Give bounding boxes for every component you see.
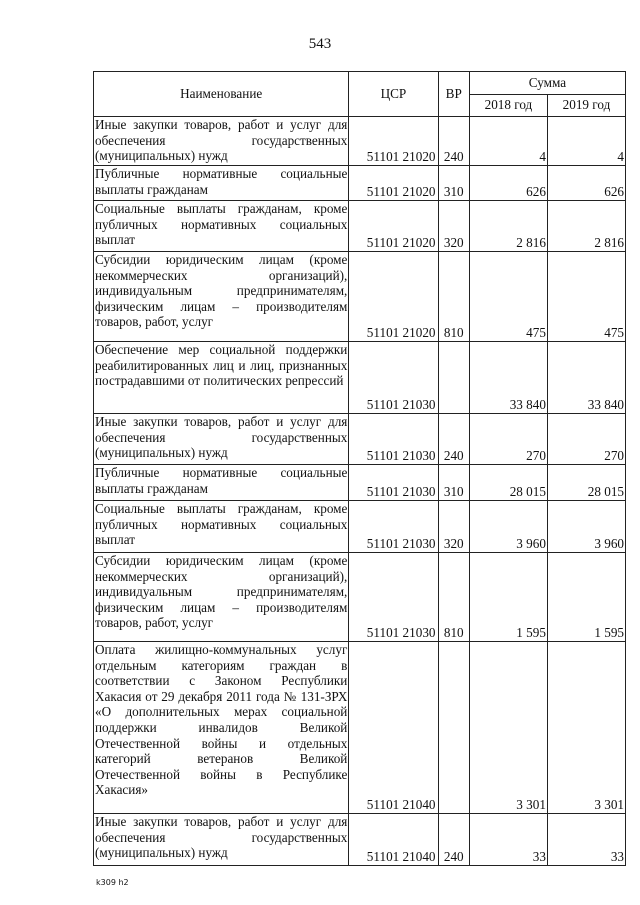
header-sum: Сумма <box>469 72 625 95</box>
row-name: Публичные нормативные социальные выплаты гражданам <box>94 465 349 501</box>
row-sum-2019: 33 840 <box>547 342 625 414</box>
table-row <box>94 342 626 414</box>
row-name: Обеспечение мер социальной поддержки реабилитированных лиц и лиц, признанных пострадавшими от политических репрессий <box>94 342 349 414</box>
row-sum-2019: 1 595 <box>547 553 625 642</box>
row-vr: 240 <box>438 414 469 465</box>
header-year-2018: 2018 год <box>469 94 547 117</box>
table-row <box>94 166 626 201</box>
header-year-2019: 2019 год <box>547 94 625 117</box>
row-sum-2019: 475 <box>547 252 625 342</box>
row-vr <box>438 642 469 814</box>
row-csr: 51101 21030 <box>349 342 438 414</box>
row-name: Субсидии юридическим лицам (кроме некоммерческих организаций), индивидуальным предпринимателям, физическим лицам – производителям товаров, работ, услуг <box>94 553 349 642</box>
row-csr: 51101 21030 <box>349 465 438 501</box>
table-row <box>94 553 626 642</box>
row-vr: 240 <box>438 814 469 866</box>
row-csr: 51101 21020 <box>349 201 438 252</box>
row-sum-2018: 475 <box>469 252 547 342</box>
row-sum-2019: 270 <box>547 414 625 465</box>
table-row <box>94 501 626 553</box>
table-row <box>94 252 626 342</box>
row-csr: 51101 21020 <box>349 117 438 166</box>
row-name: Социальные выплаты гражданам, кроме публичных нормативных социальных выплат <box>94 501 349 553</box>
row-sum-2019: 4 <box>547 117 625 166</box>
row-vr: 320 <box>438 201 469 252</box>
row-vr <box>438 342 469 414</box>
footer-code: k309 h2 <box>96 878 129 887</box>
row-vr: 310 <box>438 166 469 201</box>
row-csr: 51101 21040 <box>349 814 438 866</box>
row-csr: 51101 21030 <box>349 414 438 465</box>
row-name: Социальные выплаты гражданам, кроме публичных нормативных социальных выплат <box>94 201 349 252</box>
row-sum-2018: 33 840 <box>469 342 547 414</box>
table-row <box>94 414 626 465</box>
row-sum-2019: 626 <box>547 166 625 201</box>
row-csr: 51101 21020 <box>349 166 438 201</box>
header-name: Наименование <box>94 72 349 117</box>
row-sum-2018: 270 <box>469 414 547 465</box>
row-csr: 51101 21030 <box>349 501 438 553</box>
table-row <box>94 814 626 866</box>
row-name: Иные закупки товаров, работ и услуг для обеспечения государственных (муниципальных) нужд <box>94 814 349 866</box>
row-sum-2019: 33 <box>547 814 625 866</box>
row-sum-2018: 3 301 <box>469 642 547 814</box>
row-name: Иные закупки товаров, работ и услуг для обеспечения государственных (муниципальных) нужд <box>94 117 349 166</box>
header-csr: ЦСР <box>349 72 438 117</box>
row-sum-2019: 28 015 <box>547 465 625 501</box>
row-sum-2019: 3 301 <box>547 642 625 814</box>
row-sum-2018: 4 <box>469 117 547 166</box>
row-name: Публичные нормативные социальные выплаты гражданам <box>94 166 349 201</box>
row-sum-2018: 33 <box>469 814 547 866</box>
row-vr: 240 <box>438 117 469 166</box>
row-name: Субсидии юридическим лицам (кроме некоммерческих организаций), индивидуальным предпринимателям, физическим лицам – производителям товаров, работ, услуг <box>94 252 349 342</box>
table-row <box>94 642 626 814</box>
row-sum-2019: 3 960 <box>547 501 625 553</box>
row-sum-2018: 626 <box>469 166 547 201</box>
row-vr: 320 <box>438 501 469 553</box>
row-sum-2018: 28 015 <box>469 465 547 501</box>
budget-table <box>93 71 626 866</box>
row-name: Оплата жилищно-коммунальных услуг отдельным категориям граждан в соответствии с Законом Республики Хакасия от 29 декабря 2011 года № 131-ЗРХ «О дополнительных мерах социальной поддержки инвалидов Великой Отечественной войны и отдельных категорий ветеранов Великой Отечественной войны в Республике Хакасия» <box>94 642 349 814</box>
page-number: 543 <box>308 36 332 52</box>
row-csr: 51101 21040 <box>349 642 438 814</box>
row-csr: 51101 21030 <box>349 553 438 642</box>
row-vr: 810 <box>438 252 469 342</box>
row-vr: 310 <box>438 465 469 501</box>
row-name: Иные закупки товаров, работ и услуг для обеспечения государственных (муниципальных) нужд <box>94 414 349 465</box>
table-row <box>94 465 626 501</box>
row-vr: 810 <box>438 553 469 642</box>
header-vr: ВР <box>438 72 469 117</box>
row-sum-2018: 1 595 <box>469 553 547 642</box>
row-sum-2018: 3 960 <box>469 501 547 553</box>
row-sum-2019: 2 816 <box>547 201 625 252</box>
row-csr: 51101 21020 <box>349 252 438 342</box>
row-sum-2018: 2 816 <box>469 201 547 252</box>
table-row <box>94 117 626 166</box>
table-row <box>94 201 626 252</box>
